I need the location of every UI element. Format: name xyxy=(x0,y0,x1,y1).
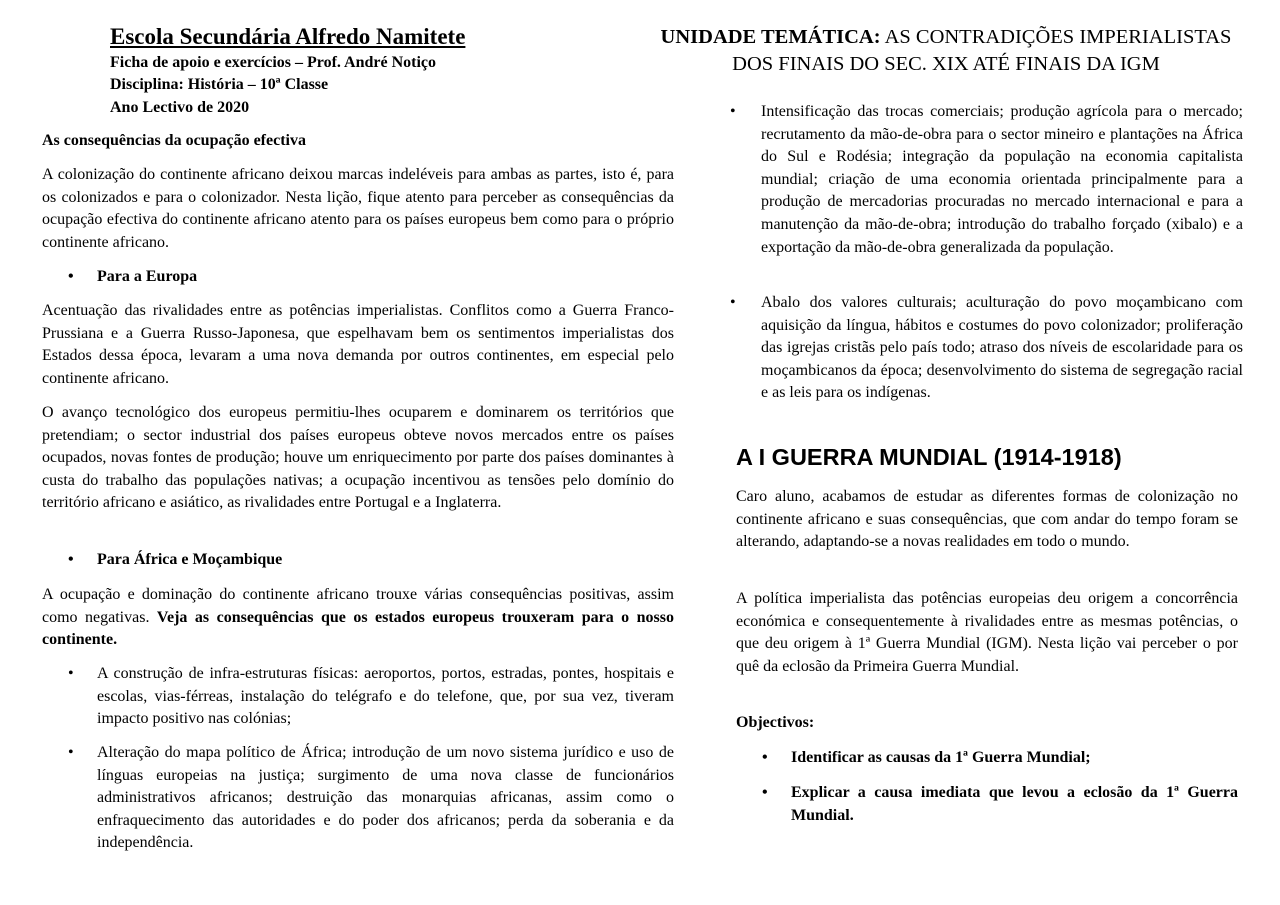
bullet-dot: • xyxy=(68,268,74,285)
europe-paragraph-1: Acentuação das rivalidades entre as potências imperialistas. Conflitos como a Guerra Franco-Prussiana e a Guerra Russo-Japonesa, que espelhavam bem os sentimentos imperialistas dos Estados dessa época, levaram a uma nova demanda por outros continentes, em especial pelo continente africano. xyxy=(42,302,674,387)
war-heading: A I GUERRA MUNDIAL (1914-1918) xyxy=(736,444,1122,470)
discipline-line: Disciplina: História – 10ª Classe xyxy=(110,76,329,94)
bullet-dot: • xyxy=(68,744,74,761)
europe-paragraph-2: O avanço tecnológico dos europeus permitiu-lhes ocuparem e dominarem os territórios que pretendiam; o sector industrial dos países europeus obteve novos mercados entre os países ocupados, novas fontes de produção; houve um enriquecimento por parte dos países dominantes à custa do trabalho das populações nativas; a ocupação incentivou as tensões pelo domínio do território africano e asiático, as rivalidades entre Portugal e a Inglaterra. xyxy=(42,404,674,512)
bullet-dot: • xyxy=(68,665,74,682)
bullet-dot: • xyxy=(762,749,768,766)
section-title: As consequências da ocupação efectiva xyxy=(42,132,306,149)
list-item-text: Intensificação das trocas comerciais; produção agrícola para o mercado; recrutamento da mão-de-obra para o sector mineiro e plantações na África do Sul e Rodésia; integração da população na economia capitalista mundial; criação de uma economia orientada principalmente para a produção de mercadorias procuradas no mercado internacional e para a manutenção da mão-de-obra; introdução do trabalho forçado (xibalo) e a exportação da mão-de-obra generalizada da população. xyxy=(761,103,1243,256)
list-item xyxy=(730,292,1243,405)
war-paragraph-1: Caro aluno, acabamos de estudar as diferentes formas de colonização no continente africano e suas consequências, que com andar do tempo foram se alterando, adaptando-se a novas realidades em todo o mundo. xyxy=(736,488,1238,551)
bullet-dot: • xyxy=(730,294,736,311)
objective-text: Explicar a causa imediata que levou a eclosão da 1ª Guerra Mundial. xyxy=(791,784,1238,824)
war-paragraph-2: A política imperialista das potências europeias deu origem a concorrência económica e consequentemente à rivalidades entre as mesmas potências, o que deu origem à 1ª Guerra Mundial (IGM). Nesta lição vai perceber o por quê da eclosão da Primeira Guerra Mundial. xyxy=(736,590,1238,675)
europe-heading-text: Para a Europa xyxy=(97,268,198,285)
objectives-label: Objectivos: xyxy=(736,714,815,731)
africa-heading-text: Para África e Moçambique xyxy=(97,551,283,568)
africa-paragraph-bold: Veja as consequências que os estados europeus trouxeram para o nosso continente. xyxy=(42,608,674,649)
year-line: Ano Lectivo de 2020 xyxy=(110,98,250,116)
europe-heading xyxy=(42,266,674,288)
list-item xyxy=(42,742,674,855)
school-header xyxy=(110,22,630,119)
unit-title-line1: AS CONTRADIÇÕES IMPERIALISTAS xyxy=(884,26,1232,48)
bullet-dot: • xyxy=(762,784,768,801)
worksheet-line: Ficha de apoio e exercícios – Prof. André Notiço xyxy=(110,54,437,71)
africa-paragraph-plain: A ocupação e dominação do continente africano trouxe várias consequências positivas, assim como negativas. xyxy=(42,586,674,626)
objective-item xyxy=(736,747,1238,770)
list-item xyxy=(730,101,1243,259)
objective-item xyxy=(736,782,1238,827)
bullet-dot: • xyxy=(68,551,74,568)
objective-text: Identificar as causas da 1ª Guerra Mundial; xyxy=(791,749,1091,766)
list-item-text: Alteração do mapa político de África; introdução de um novo sistema jurídico e uso de línguas europeias na justiça; surgimento de uma nova classe de funcionários administrativos africanos; destruição das monarquias africanas, assim como o enfraquecimento das autoridades e do poder dos africanos; perda da soberania e da independência. xyxy=(97,744,674,852)
unit-title xyxy=(642,24,1250,77)
bullet-dot: • xyxy=(730,103,736,120)
unit-title-line2: DOS FINAIS DO SEC. XIX ATÉ FINAIS DA IGM xyxy=(732,52,1160,75)
school-name: Escola Secundária Alfredo Namitete xyxy=(110,24,466,49)
intro-paragraph: A colonização do continente africano deixou marcas indeléveis para ambas as partes, isto é, para os colonizados e para o colonizador. Nesta lição, fique atento para perceber as consequências da ocupação efectiva do continente africano atento para os países europeus bem como para o próprio continente africano. xyxy=(42,166,674,251)
list-item-text: A construção de infra-estruturas físicas: aeroportos, portos, estradas, pontes, hospitais e escolas, vias-férreas, instalação do telégrafo e do telefone, que, por sua vez, tiveram impacto positivo nas colónias; xyxy=(97,665,674,728)
unit-label: UNIDADE TEMÁTICA: xyxy=(660,26,881,48)
list-item-text: Abalo dos valores culturais; aculturação do povo moçambicano com aquisição da língua, hábitos e costumes do povo colonizador; proliferação das igrejas cristãs pelo país todo; atraso dos níveis de escolaridade para os moçambicanos da época; desenvolvimento do sistema de segregação racial e as leis para os indígenas. xyxy=(761,294,1243,402)
africa-paragraph xyxy=(42,584,674,652)
list-item xyxy=(42,663,674,731)
africa-heading xyxy=(42,549,674,571)
